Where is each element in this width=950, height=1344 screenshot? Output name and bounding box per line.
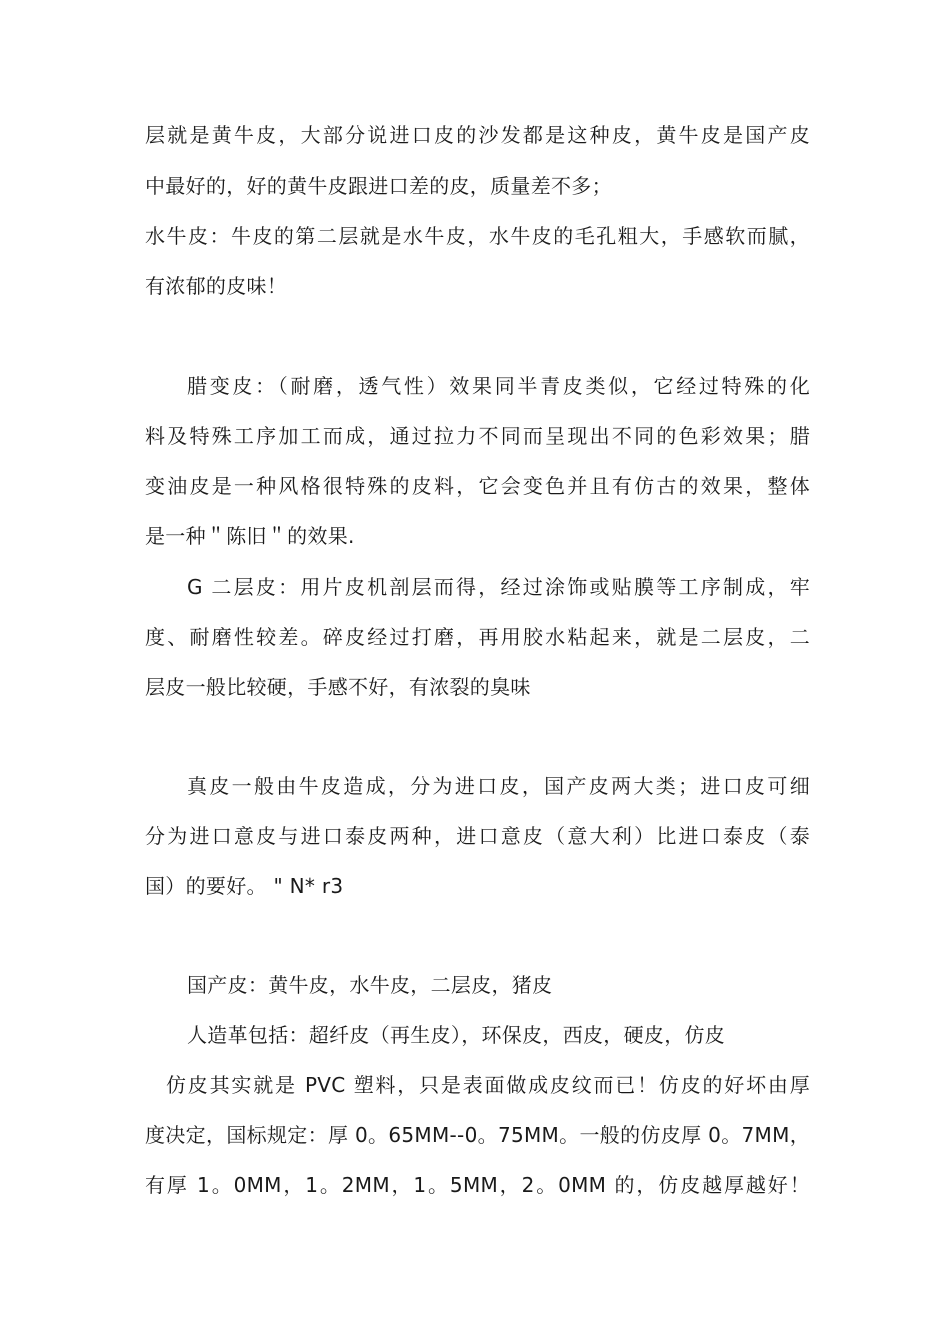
text-line-3: 水牛皮：牛皮的第二层就是水牛皮，水牛皮的毛孔粗大，手感软而腻， — [145, 224, 810, 248]
text-line-11: 层皮一般比较硬，手感不好，有浓裂的臭味 — [145, 675, 531, 699]
text-line-19: 有厚 1。0MM，1。2MM，1。5MM，2。0MM 的，仿皮越厚越好！ — [145, 1173, 810, 1197]
text-line-7: 变油皮是一种风格很特殊的皮料，它会变色并且有仿古的效果，整体 — [145, 474, 810, 498]
text-line-15: 国产皮：黄牛皮，水牛皮，二层皮，猪皮 — [187, 973, 553, 997]
text-line-13: 分为进口意皮与进口泰皮两种，进口意皮（意大利）比进口泰皮（泰 — [145, 824, 810, 848]
text-line-4: 有浓郁的皮味！ — [145, 274, 288, 298]
text-line-2: 中最好的，好的黄牛皮跟进口差的皮，质量差不多； — [145, 174, 612, 198]
text-line-5: 腊变皮：（耐磨，透气性）效果同半青皮类似，它经过特殊的化 — [187, 374, 810, 398]
text-line-16: 人造革包括：超纤皮（再生皮），环保皮，西皮，硬皮，仿皮 — [187, 1023, 726, 1047]
text-line-18: 度决定，国标规定：厚 0。65MM--0。75MM。一般的仿皮厚 0。7MM， — [145, 1123, 810, 1147]
text-line-8: 是一种＂陈旧＂的效果. — [145, 524, 355, 548]
text-line-14: 国）的要好。 " N* r3 — [145, 874, 344, 898]
text-line-12: 真皮一般由牛皮造成，分为进口皮，国产皮两大类；进口皮可细 — [187, 774, 810, 798]
text-line-10: 度、耐磨性较差。碎皮经过打磨，再用胶水粘起来，就是二层皮，二 — [145, 625, 810, 649]
text-line-1: 层就是黄牛皮，大部分说进口皮的沙发都是这种皮，黄牛皮是国产皮 — [145, 123, 810, 147]
text-line-17: 仿皮其实就是 PVC 塑料，只是表面做成皮纹而已！仿皮的好坏由厚 — [166, 1073, 810, 1097]
text-line-6: 料及特殊工序加工而成，通过拉力不同而呈现出不同的色彩效果；腊 — [145, 424, 810, 448]
text-line-9: G 二层皮：用片皮机剖层而得，经过涂饰或贴膜等工序制成，牢 — [187, 575, 810, 599]
